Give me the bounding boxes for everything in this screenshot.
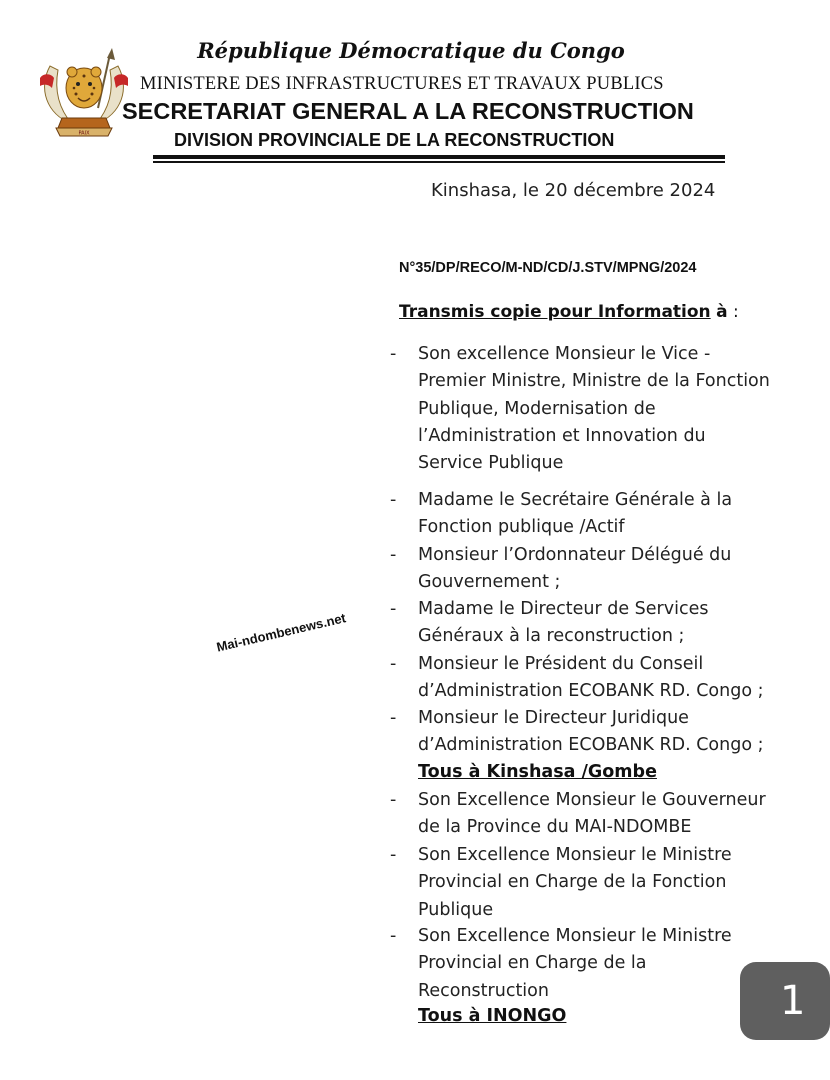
recipient-item: [390, 542, 802, 597]
recipient-line: l’Administration et Innovation du: [418, 425, 706, 446]
recipient-line: Son Excellence Monsieur le Ministre: [418, 926, 732, 946]
recipient-line: Monsieur le Président du Conseil: [418, 654, 704, 674]
dash-bullet: -: [390, 654, 397, 674]
dash-bullet: -: [390, 790, 397, 810]
transmis-a: à: [716, 302, 728, 322]
transmis-colon: :: [727, 302, 739, 322]
recipient-item: [390, 842, 802, 924]
recipient-item: [390, 787, 802, 842]
recipient-line: Madame le Secrétaire Générale à la: [418, 490, 733, 510]
recipient-line: de la Province du MAI-NDOMBE: [418, 817, 692, 838]
recipient-line: d’Administration ECOBANK RD. Congo ;: [418, 735, 764, 756]
recipient-line: Service Publique: [418, 453, 564, 474]
division-name: DIVISION PROVINCIALE DE LA RECONSTRUCTION: [174, 130, 615, 150]
recipient-line: Provincial en Charge de la: [418, 953, 647, 974]
group-label-kinshasa: Tous à Kinshasa /Gombe: [418, 762, 657, 782]
dash-bullet: -: [390, 708, 397, 728]
date-line: Kinshasa, le 20 décembre 2024: [431, 180, 716, 201]
watermark: Mai-ndombenews.net: [215, 610, 348, 655]
recipient-line: Provincial en Charge de la Fonction: [418, 872, 727, 893]
dash-bullet: -: [390, 545, 397, 565]
recipient-line: Premier Ministre, Ministre de la Fonction: [418, 371, 770, 392]
recipient-line: Reconstruction: [418, 980, 549, 1001]
recipient-line: Son excellence Monsieur le Vice -: [418, 344, 711, 364]
recipient-line: Gouvernement ;: [418, 572, 561, 593]
recipient-line: Publique: [418, 899, 494, 920]
recipient-item: [390, 596, 802, 651]
recipient-line: Publique, Modernisation de: [418, 398, 656, 419]
transmis-heading: [399, 302, 739, 322]
recipient-line: Son Excellence Monsieur le Gouverneur: [418, 790, 766, 810]
dash-bullet: -: [390, 490, 397, 510]
dash-bullet: -: [390, 599, 397, 619]
recipient-item: [390, 705, 802, 760]
recipient-item: [390, 341, 802, 477]
recipient-item: [390, 487, 802, 542]
transmis-label: Transmis copie pour Information: [399, 302, 711, 322]
recipient-item: [390, 651, 802, 706]
header-rule-thick: [153, 155, 725, 159]
header-rule-thin: [153, 161, 725, 163]
dash-bullet: -: [390, 926, 397, 946]
recipient-line: d’Administration ECOBANK RD. Congo ;: [418, 681, 764, 702]
dash-bullet: -: [390, 344, 397, 364]
page-number-badge: 1: [740, 962, 830, 1040]
group-label-inongo: Tous à INONGO: [418, 1006, 567, 1026]
dash-bullet: -: [390, 845, 397, 865]
recipient-line: Monsieur l’Ordonnateur Délégué du: [418, 545, 732, 565]
ministry-name: MINISTERE DES INFRASTRUCTURES ET TRAVAUX PUBLICS: [140, 74, 664, 94]
reference-number: N°35/DP/RECO/M-ND/CD/J.STV/MPNG/2024: [399, 260, 697, 276]
recipient-line: Fonction publique /Actif: [418, 517, 625, 538]
recipient-line: Madame le Directeur de Services: [418, 599, 709, 619]
secretariat-name: SECRETARIAT GENERAL A LA RECONSTRUCTION: [122, 98, 694, 124]
emblem-motto: PAIX: [78, 130, 90, 137]
recipient-line: Monsieur le Directeur Juridique: [418, 708, 689, 728]
recipient-line: Généraux à la reconstruction ;: [418, 626, 685, 647]
recipient-line: Son Excellence Monsieur le Ministre: [418, 845, 732, 865]
country-name: République Démocratique du Congo: [197, 38, 625, 63]
